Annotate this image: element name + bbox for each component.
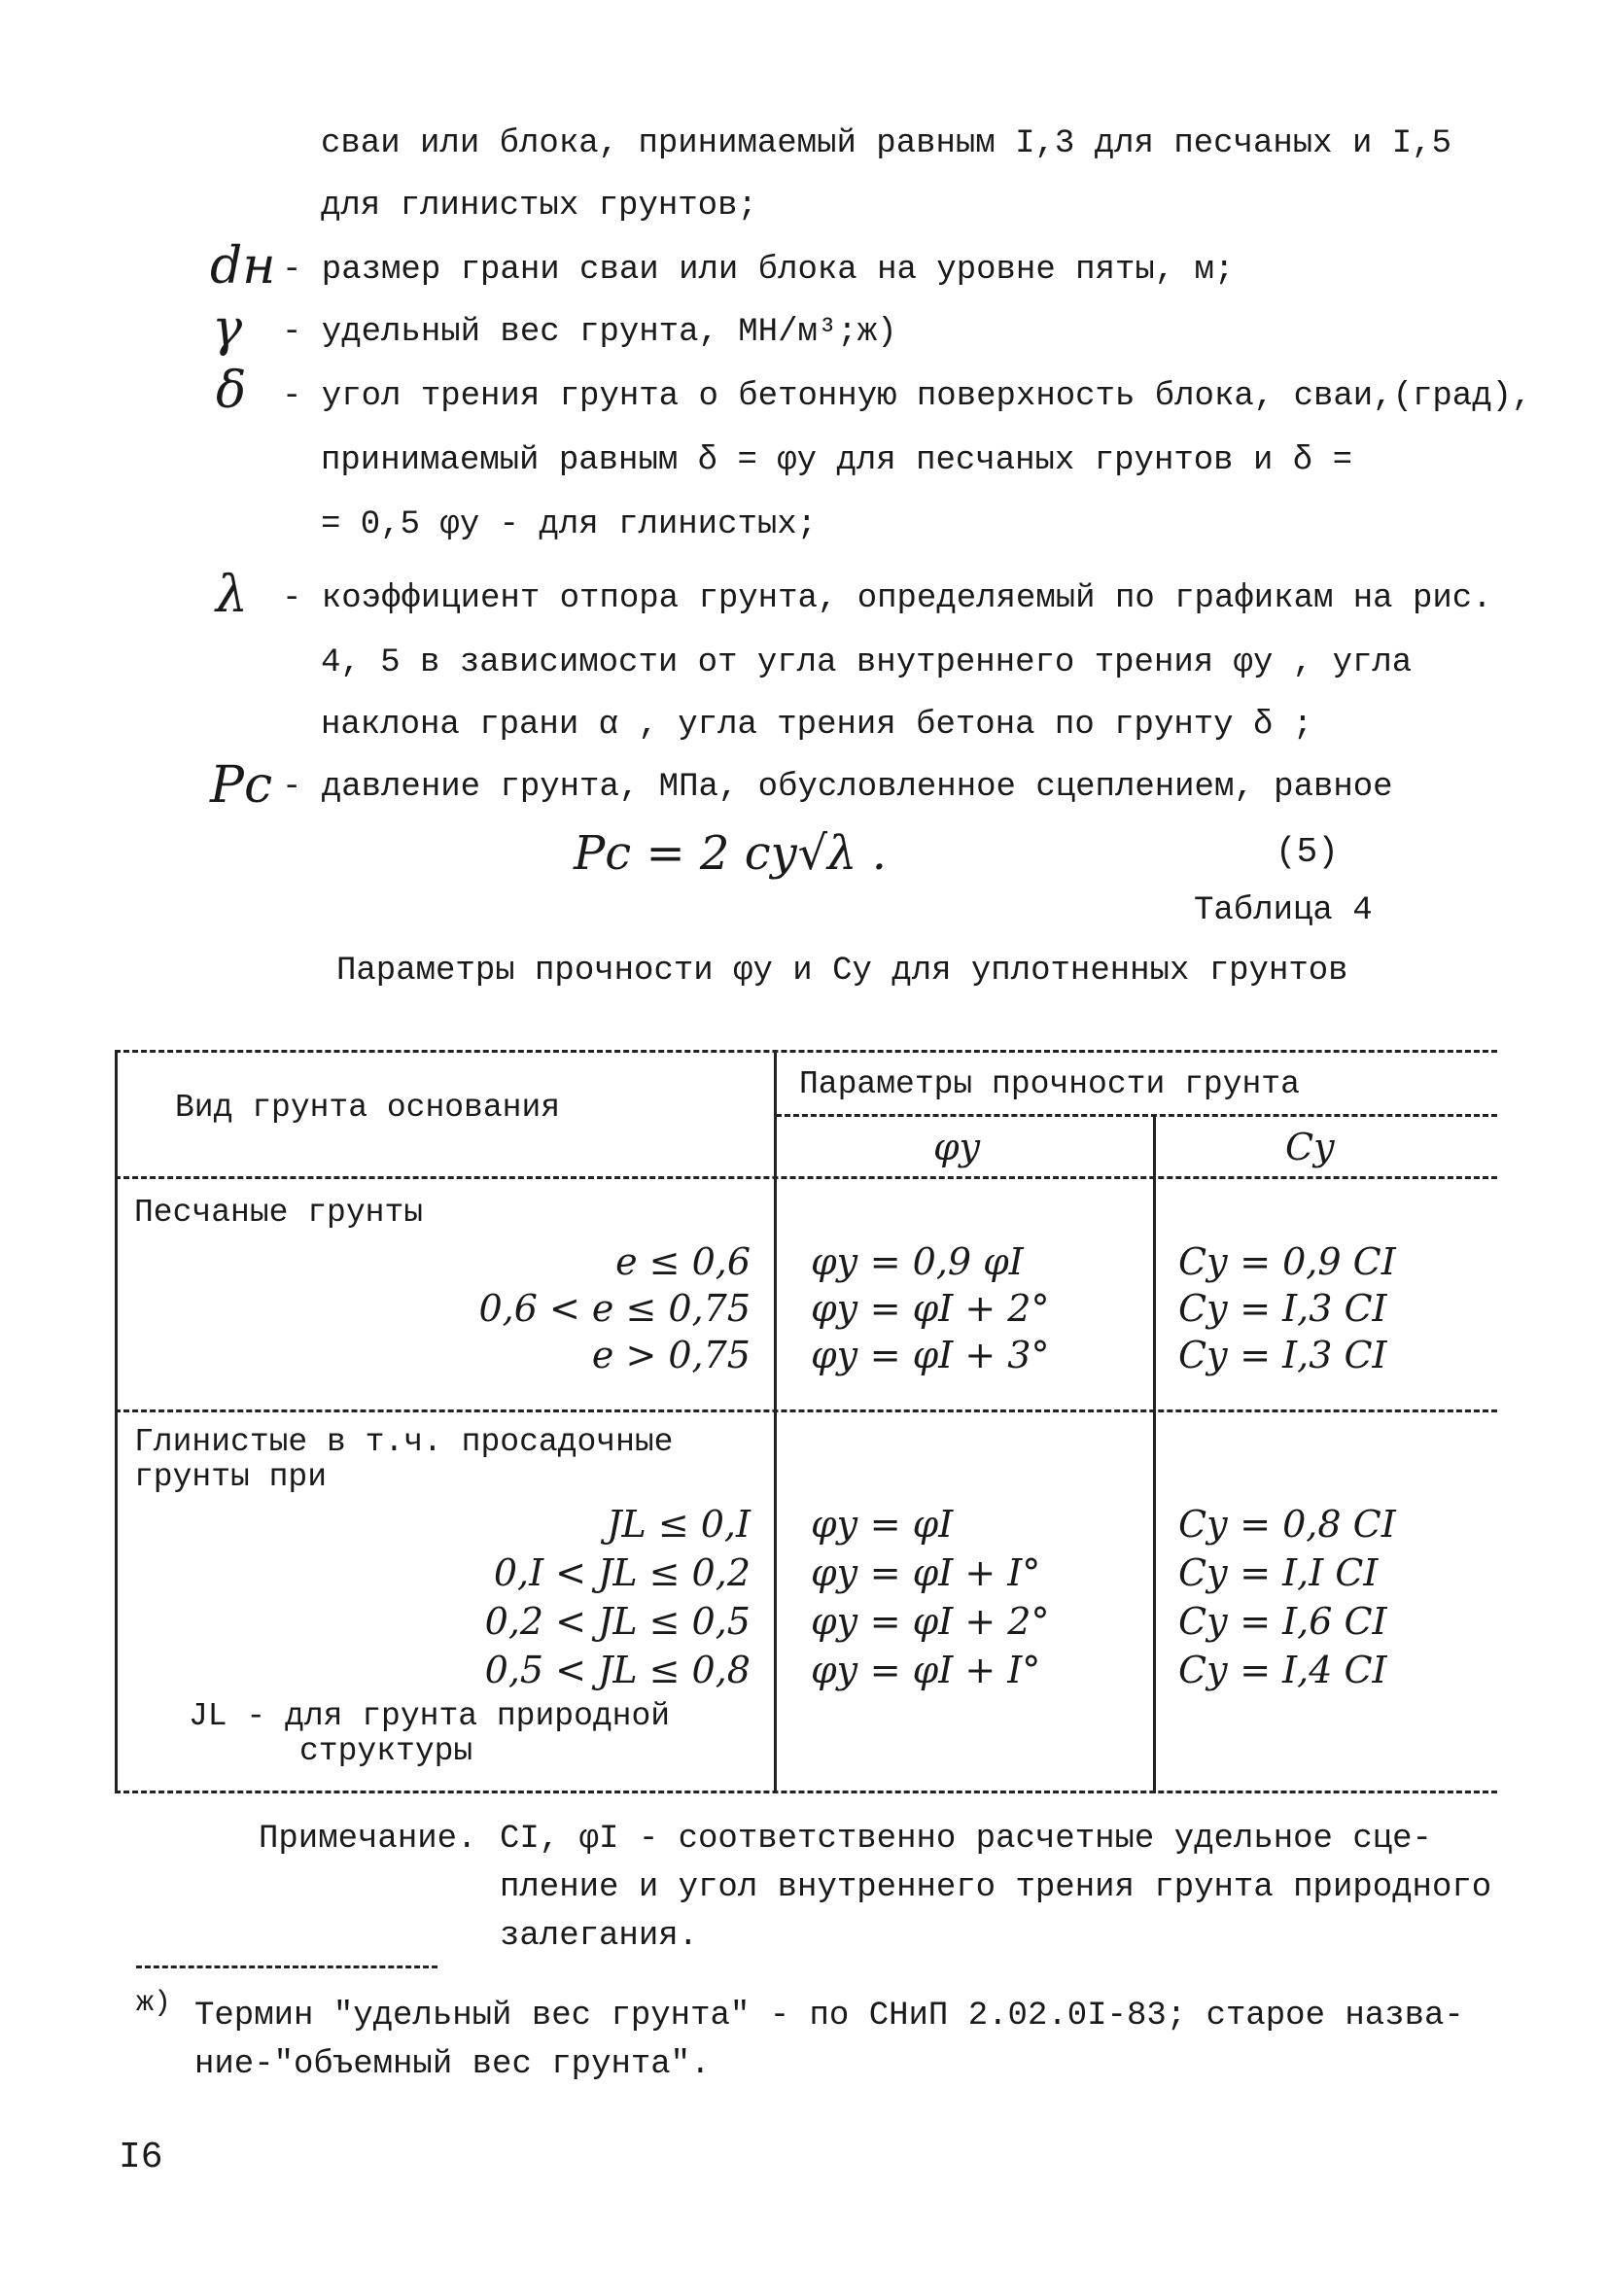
definition-lambda-line-1: - коэффициент отпора грунта, определяемый по графикам на рис. — [282, 580, 1492, 617]
table-border-left — [115, 1050, 118, 1793]
sand-phi-2: φу = φI + 2° — [811, 1287, 1050, 1330]
sand-condition-1: e ≤ 0,6 — [615, 1240, 751, 1283]
clay-footnote-line-1: JL - для грунта природной — [189, 1698, 671, 1734]
note-line-1: CI, φI - соответственно расчетные удельное сце- — [500, 1821, 1432, 1858]
clay-soils-title-line-1: Глинистые в т.ч. просадочные — [134, 1424, 674, 1460]
symbol-delta: δ — [216, 362, 247, 420]
sand-condition-3: e > 0,75 — [591, 1334, 751, 1376]
symbol-d-n: dн — [210, 237, 276, 296]
clay-condition-2: 0,I < JL ≤ 0,2 — [493, 1551, 751, 1594]
clay-phi-1: φу = φI — [811, 1503, 954, 1546]
table-label: Таблица 4 — [1194, 892, 1373, 929]
header-soil-type: Вид грунта основания — [175, 1090, 561, 1126]
clay-condition-4: 0,5 < JL ≤ 0,8 — [484, 1649, 751, 1691]
clay-condition-3: 0,2 < JL ≤ 0,5 — [484, 1600, 751, 1643]
clay-c-1: Cу = 0,8 CI — [1178, 1503, 1396, 1546]
formula-number: (5) — [1276, 832, 1339, 872]
table-section-divider — [115, 1409, 1497, 1412]
note-line-3: залегания. — [500, 1918, 699, 1955]
clay-soils-title-line-2: грунты при — [134, 1459, 328, 1495]
clay-phi-4: φу = φI + I° — [811, 1649, 1041, 1691]
header-strength-parameters: Параметры прочности грунта — [799, 1066, 1300, 1102]
clay-c-3: Cу = I,6 CI — [1178, 1600, 1387, 1643]
footnote-line-1: Термин "удельный вес грунта" - по СНиП 2.02.0I-83; старое назва- — [194, 1998, 1464, 2035]
clay-c-4: Cу = I,4 CI — [1178, 1649, 1387, 1691]
definition-delta-line-3: = 0,5 φу - для глинистых; — [321, 506, 818, 543]
sand-condition-2: 0,6 < e ≤ 0,75 — [478, 1287, 751, 1330]
header-phi: φу — [933, 1126, 981, 1168]
clay-footnote-line-2: структуры — [299, 1733, 473, 1769]
header-c: Cу — [1285, 1126, 1336, 1168]
sand-phi-1: φу = 0,9 φI — [811, 1240, 1024, 1283]
table-header-bottom — [115, 1176, 1497, 1179]
table-border-top — [115, 1050, 1497, 1053]
footnote-line-2: ние-"объемный вес грунта". — [194, 2046, 711, 2083]
definition-pc-line-1: - давление грунта, МПа, обусловленное сцеплением, равное — [282, 769, 1393, 806]
table-title: Параметры прочности φу и Cу для уплотненных грунтов — [336, 953, 1348, 990]
strength-parameters-table — [115, 1050, 1497, 1798]
clay-condition-1: JL ≤ 0,I — [607, 1503, 751, 1546]
definition-delta-line-1: - угол трения грунта о бетонную поверхность блока, сваи,(град), — [282, 378, 1532, 415]
definition-delta-line-2: принимаемый равным δ = φу для песчаных грунтов и δ = — [321, 442, 1352, 479]
formula-pc: Pс = 2 cу√λ . — [574, 826, 887, 881]
sand-c-1: Cу = 0,9 CI — [1178, 1240, 1396, 1283]
sand-phi-3: φу = φI + 3° — [811, 1334, 1050, 1376]
continuation-line-2: для глинистых грунтов; — [321, 188, 757, 225]
sand-c-2: Cу = I,3 CI — [1178, 1287, 1387, 1330]
note-label: Примечание. — [259, 1821, 477, 1858]
definition-gamma-line-1: - удельный вес грунта, МН/м³;ж) — [282, 314, 897, 351]
definition-lambda-line-2: 4, 5 в зависимости от угла внутреннего трения φу , угла — [321, 644, 1413, 681]
definition-d-n-line-1: - размер грани сваи или блока на уровне пяты, м; — [282, 252, 1235, 289]
note-line-2: пление и угол внутреннего трения грунта природного — [500, 1869, 1492, 1906]
footnote-separator — [136, 1966, 437, 1968]
clay-phi-3: φу = φI + 2° — [811, 1600, 1050, 1643]
clay-c-2: Cу = I,I CI — [1178, 1551, 1379, 1594]
page-number: I6 — [119, 2137, 163, 2178]
table-border-bottom — [115, 1791, 1497, 1793]
clay-phi-2: φу = φI + I° — [811, 1551, 1041, 1594]
sand-c-3: Cу = I,3 CI — [1178, 1334, 1387, 1376]
sand-soils-title: Песчаные грунты — [134, 1195, 424, 1231]
footnote-marker: ж) — [136, 1987, 172, 2020]
symbol-pc: Pс — [210, 756, 273, 815]
table-column-divider-2 — [1153, 1114, 1156, 1793]
table-column-divider-1 — [774, 1050, 777, 1793]
definition-lambda-line-3: наклона грани α , угла трения бетона по грунту δ ; — [321, 707, 1313, 744]
continuation-line-1: сваи или блока, принимаемый равным I,3 для песчаных и I,5 — [321, 125, 1451, 162]
table-header-group-divider — [776, 1114, 1497, 1117]
symbol-gamma: γ — [212, 299, 243, 358]
symbol-lambda: λ — [216, 566, 248, 624]
